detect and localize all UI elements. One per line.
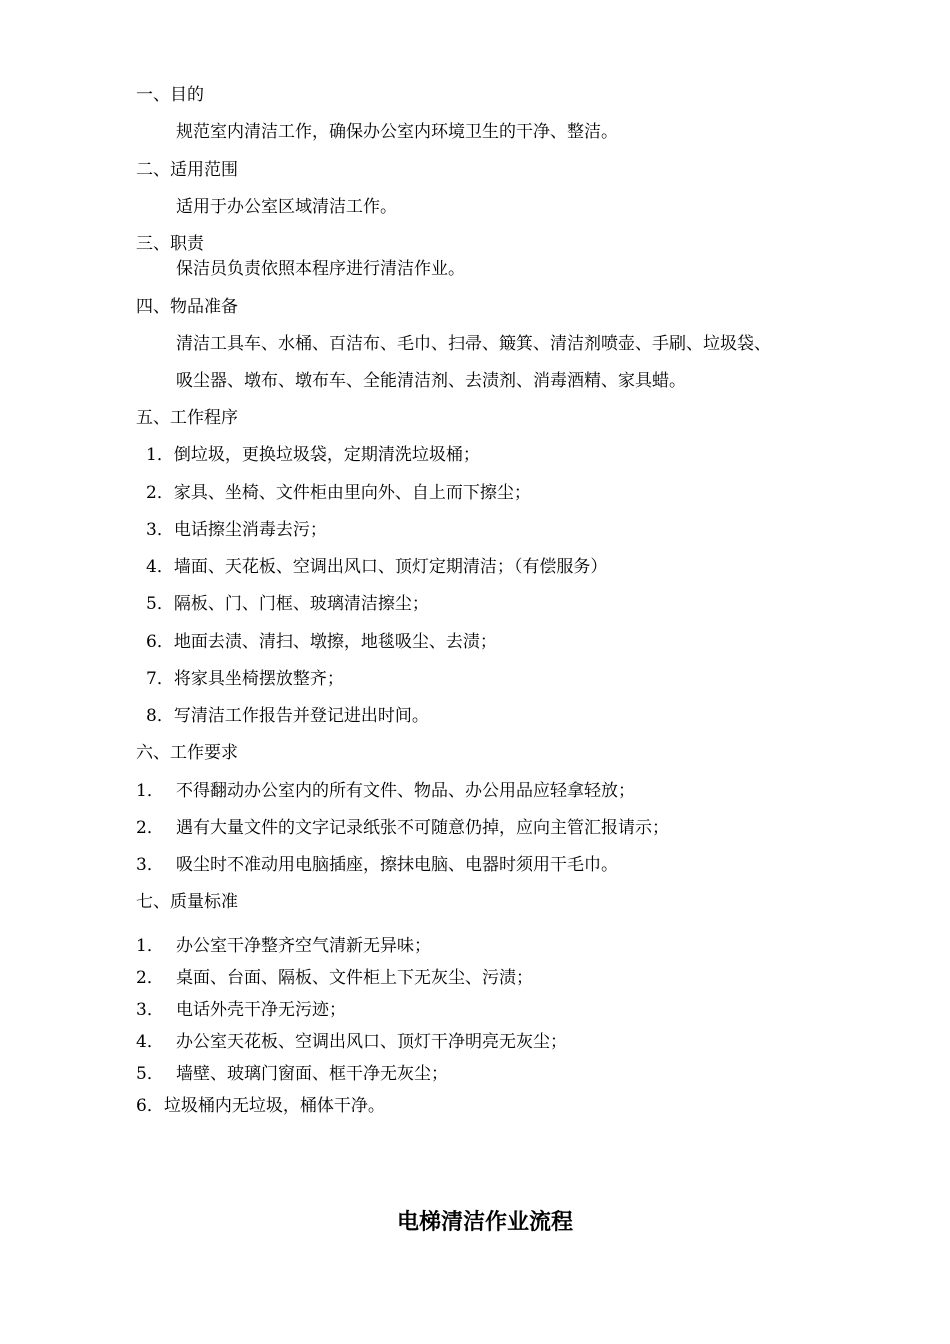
section-text-supplies-line1: 清洁工具车、水桶、百洁布、毛巾、扫帚、簸箕、清洁剂喷壶、手刷、垃圾袋、 bbox=[176, 334, 771, 354]
requirement-item-text: 吸尘时不准动用电脑插座，擦抹电脑、电器时须用干毛巾。 bbox=[176, 855, 618, 875]
procedure-item: 1．倒垃圾，更换垃圾袋，定期清洗垃圾桶； bbox=[146, 445, 480, 465]
section-heading-quality: 七、质量标准 bbox=[136, 892, 238, 912]
quality-item-number: 2． bbox=[136, 968, 164, 988]
procedure-item: 5．隔板、门、门框、玻璃清洁擦尘； bbox=[146, 594, 429, 614]
section-text-duties: 保洁员负责依照本程序进行清洁作业。 bbox=[176, 259, 465, 279]
procedure-item: 4．墙面、天花板、空调出风口、顶灯定期清洁；（有偿服务） bbox=[146, 557, 608, 577]
section-heading-requirements: 六、工作要求 bbox=[136, 743, 238, 763]
requirement-item-number: 2． bbox=[136, 818, 164, 838]
procedure-item: 3．电话擦尘消毒去污； bbox=[146, 520, 327, 540]
quality-item: 6．垃圾桶内无垃圾，桶体干净。 bbox=[136, 1096, 385, 1116]
quality-item-text: 墙壁、玻璃门窗面、框干净无灰尘； bbox=[176, 1064, 448, 1084]
quality-item-text: 电话外壳干净无污迹； bbox=[176, 1000, 346, 1020]
quality-item-number: 4． bbox=[136, 1032, 164, 1052]
quality-item-number: 1． bbox=[136, 936, 164, 956]
section-heading-scope: 二、适用范围 bbox=[136, 160, 238, 180]
procedure-item: 2．家具、坐椅、文件柜由里向外、自上而下擦尘； bbox=[146, 483, 531, 503]
section-text-supplies-line2: 吸尘器、墩布、墩布车、全能清洁剂、去渍剂、消毒酒精、家具蜡。 bbox=[176, 371, 686, 391]
requirement-item-text: 遇有大量文件的文字记录纸张不可随意仍掉，应向主管汇报请示； bbox=[176, 818, 669, 838]
requirement-item-text: 不得翻动办公室内的所有文件、物品、办公用品应轻拿轻放； bbox=[176, 781, 635, 801]
quality-item-number: 3． bbox=[136, 1000, 164, 1020]
quality-item-number: 5． bbox=[136, 1064, 164, 1084]
quality-item-text: 办公室干净整齐空气清新无异味； bbox=[176, 936, 431, 956]
quality-item-text: 桌面、台面、隔板、文件柜上下无灰尘、污渍； bbox=[176, 968, 533, 988]
section-heading-procedure: 五、工作程序 bbox=[136, 408, 238, 428]
section-heading-supplies: 四、物品准备 bbox=[136, 297, 238, 317]
section-heading-purpose: 一、目的 bbox=[136, 85, 204, 105]
requirement-item-number: 3． bbox=[136, 855, 164, 875]
quality-item-text: 办公室天花板、空调出风口、顶灯干净明亮无灰尘； bbox=[176, 1032, 567, 1052]
procedure-item: 7．将家具坐椅摆放整齐； bbox=[146, 669, 344, 689]
procedure-item: 6．地面去渍、清扫、墩擦，地毯吸尘、去渍； bbox=[146, 632, 497, 652]
procedure-item: 8．写清洁工作报告并登记进出时间。 bbox=[146, 706, 429, 726]
next-section-title: 电梯清洁作业流程 bbox=[396, 1210, 573, 1235]
requirement-item-number: 1． bbox=[136, 781, 164, 801]
section-heading-duties: 三、职责 bbox=[136, 234, 204, 254]
section-text-purpose: 规范室内清洁工作，确保办公室内环境卫生的干净、整洁。 bbox=[176, 122, 618, 142]
section-text-scope: 适用于办公室区域清洁工作。 bbox=[176, 197, 397, 217]
